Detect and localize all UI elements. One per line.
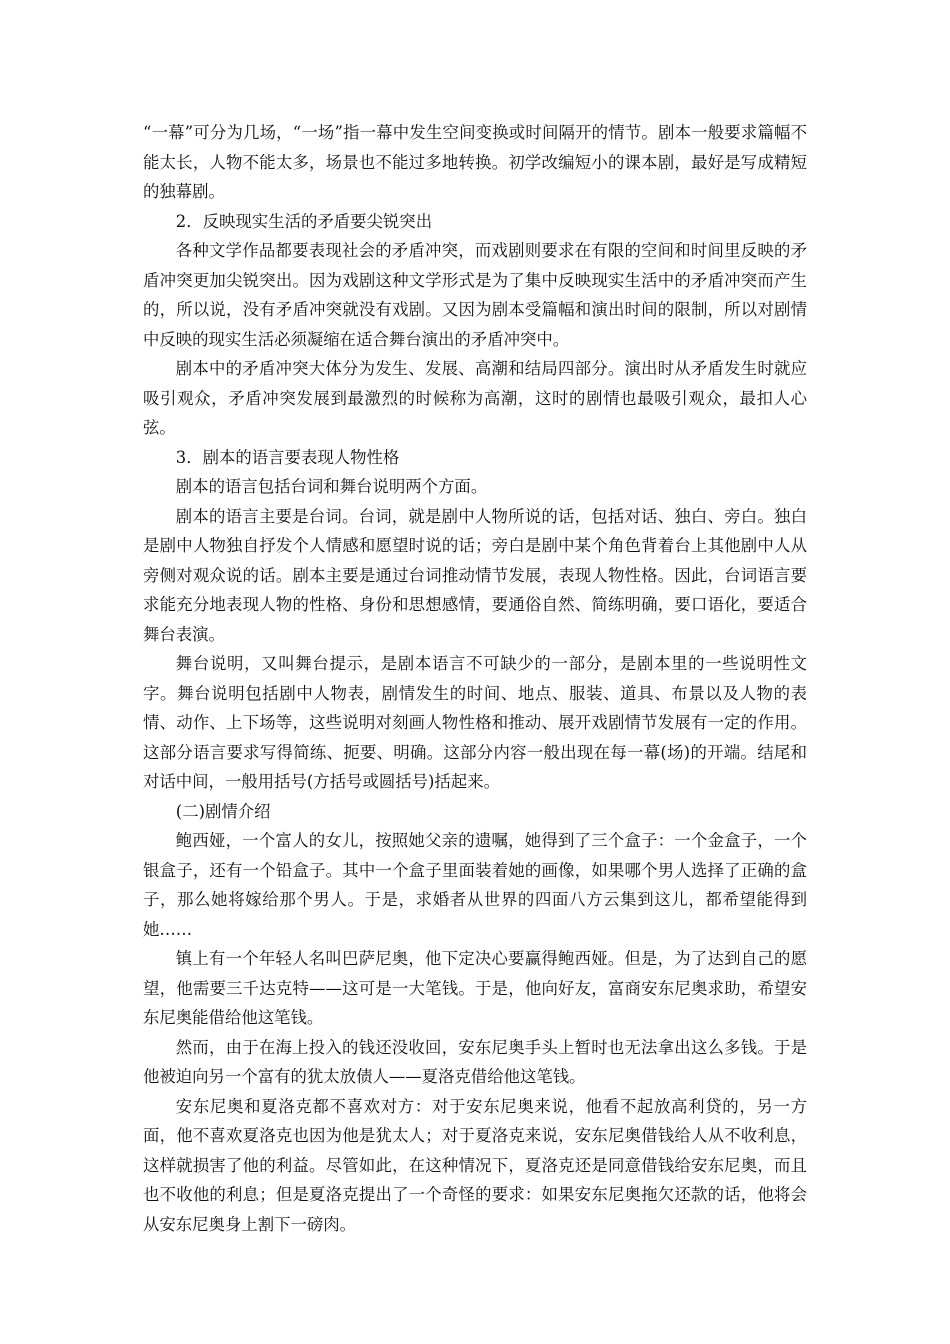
document-page: [143, 118, 807, 1239]
section-heading-plot: (二)剧情介绍: [175, 801, 271, 821]
paragraph-conflict-stages: 剧本中的矛盾冲突大体分为发生、发展、高潮和结局四部分。演出时从矛盾发生时就应吸引观众，矛盾冲突发展到最激烈的时候称为高潮，这时的剧情也最吸引观众，最扣人心弦。: [143, 359, 807, 437]
paragraph-stage-directions: 舞台说明，又叫舞台提示，是剧本语言不可缺少的一部分，是剧本里的一些说明性文字。舞台说明包括剧中人物表，剧情发生的时间、地点、服装、道具、布景以及人物的表情、动作、上下场等，这些说明对刻画人物性格和推动、展开戏剧情节发展有一定的作用。这部分语言要求写得简练、扼要、明确。这部分内容一般出现在每一幕(场)的开端。结尾和对话中间，一般用括号(方括号或圆括号)括起来。: [143, 654, 807, 791]
paragraph-plot-portia: 鲍西娅，一个富人的女儿，按照她父亲的遗嘱，她得到了三个盒子：一个金盒子，一个银盒子，还有一个铅盒子。其中一个盒子里面装着她的画像，如果哪个男人选择了正确的盒子，那么她将嫁给那个男人。于是，求婚者从世界的四面八方云集到这儿，都希望能得到她……: [143, 831, 807, 939]
paragraph-dialogue: 剧本的语言主要是台词。台词，就是剧中人物所说的话，包括对话、独白、旁白。独白是剧中人物独自抒发个人情感和愿望时说的话；旁白是剧中某个角色背着台上其他剧中人从旁侧对观众说的话。剧本主要是通过台词推动情节发展，表现人物性格。因此，台词语言要求能充分地表现人物的性格、身份和思想感情，要通俗自然、简练明确，要口语化，要适合舞台表演。: [143, 506, 807, 644]
paragraph-plot-shylock: 安东尼奥和夏洛克都不喜欢对方：对于安东尼奥来说，他看不起放高利贷的，另一方面，他不喜欢夏洛克也因为他是犹太人；对于夏洛克来说，安东尼奥借钱给人从不收利息，这样就损害了他的利益。尽管如此，在这种情况下，夏洛克还是同意借钱给安东尼奥，而且也不收他的利息；但是夏洛克提出了一个奇怪的要求：如果安东尼奥拖欠还款的话，他将会从安东尼奥身上割下一磅肉。: [143, 1096, 807, 1234]
paragraph-plot-bassanio: 镇上有一个年轻人名叫巴萨尼奥，他下定决心要赢得鲍西娅。但是，为了达到自己的愿望，他需要三千达克特——这可是一大笔钱。于是，他向好友，富商安东尼奥求助，希望安东尼奥能借给他这笔钱。: [143, 949, 807, 1027]
section-heading-language: 3．剧本的语言要表现人物性格: [175, 447, 400, 467]
paragraph-act-scene-definition: “一幕”可分为几场，“一场”指一幕中发生空间变换或时间隔开的情节。剧本一般要求篇幅不能太长，人物不能太多，场景也不能过多地转换。初学改编短小的课本剧，最好是写成精短的独幕剧。: [143, 123, 807, 201]
paragraph-conflict-intro: 各种文学作品都要表现社会的矛盾冲突，而戏剧则要求在有限的空间和时间里反映的矛盾冲突更加尖锐突出。因为戏剧这种文学形式是为了集中反映现实生活中的矛盾冲突而产生的，所以说，没有矛盾冲突就没有戏剧。又因为剧本受篇幅和演出时间的限制，所以对剧情中反映的现实生活必须凝缩在适合舞台演出的矛盾冲突中。: [143, 241, 807, 349]
paragraph-language-parts: 剧本的语言包括台词和舞台说明两个方面。: [175, 477, 488, 496]
section-heading-conflict: 2．反映现实生活的矛盾要尖锐突出: [175, 211, 433, 231]
paragraph-plot-antonio: 然而，由于在海上投入的钱还没收回，安东尼奥手头上暂时也无法拿出这么多钱。于是他被迫向另一个富有的犹太放债人——夏洛克借给他这笔钱。: [143, 1037, 807, 1086]
